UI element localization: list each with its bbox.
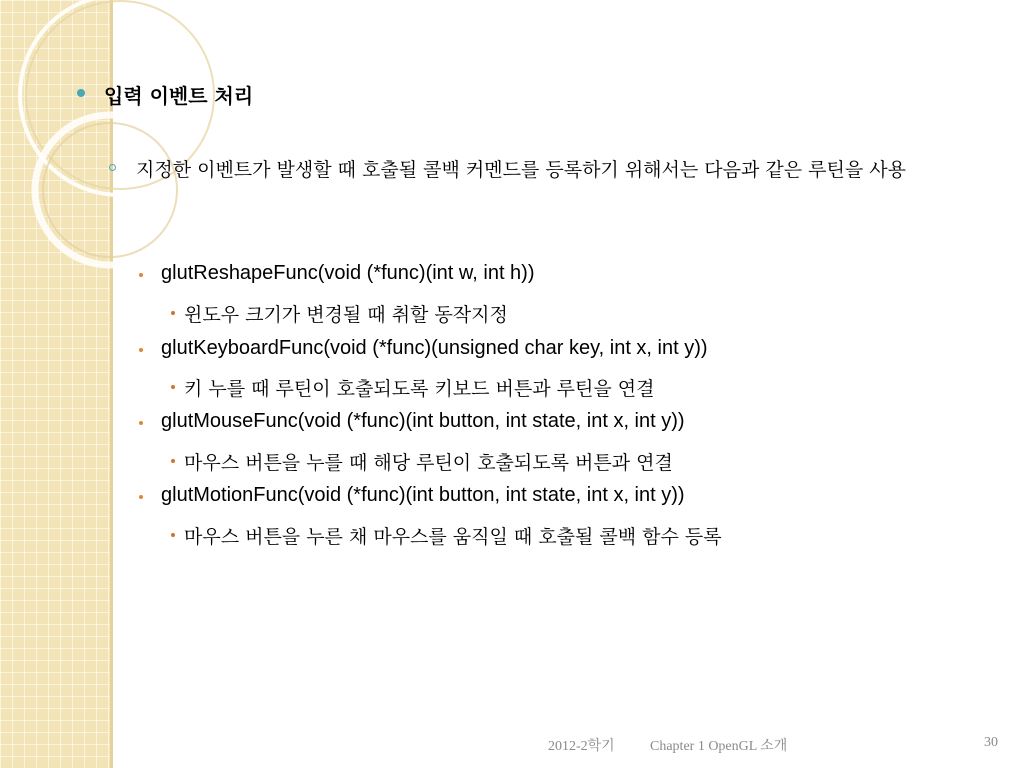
func-bullet	[139, 348, 143, 352]
func-description: 윈도우 크기가 변경될 때 취할 동작지정	[184, 304, 508, 326]
footer-term: 2012-2학기	[548, 739, 615, 754]
func-bullet	[139, 421, 143, 425]
footer-chapter: Chapter 1 OpenGL 소개	[650, 739, 788, 754]
slide-subheading: 지정한 이벤트가 발생할 때 호출될 콜백 커멘드를 등록하기 위해서는 다음과 같은 루틴을 사용	[136, 159, 906, 181]
func-bullet	[139, 495, 143, 499]
func-description: 마우스 버튼을 누를 때 해당 루틴이 호출되도록 버튼과 연결	[184, 452, 673, 474]
desc-bullet	[171, 311, 175, 315]
slide-heading: 입력 이벤트 처리	[104, 84, 254, 108]
func-description: 키 누를 때 루틴이 호출되도록 키보드 버튼과 루틴을 연결	[184, 378, 655, 400]
func-bullet	[139, 273, 143, 277]
footer-page-number: 30	[984, 735, 998, 750]
desc-bullet	[171, 459, 175, 463]
desc-bullet	[171, 385, 175, 389]
func-description: 마우스 버튼을 누른 채 마우스를 움직일 때 호출될 콜백 함수 등록	[184, 526, 722, 548]
func-signature: glutMouseFunc(void (*func)(int button, int state, int x, int y))	[161, 410, 685, 432]
func-signature: glutMotionFunc(void (*func)(int button, int state, int x, int y))	[161, 484, 685, 506]
heading-bullet	[77, 89, 85, 97]
func-signature: glutKeyboardFunc(void (*func)(unsigned char key, int x, int y))	[161, 337, 708, 359]
func-signature: glutReshapeFunc(void (*func)(int w, int h))	[161, 262, 535, 284]
desc-bullet	[171, 533, 175, 537]
subheading-bullet	[109, 164, 116, 171]
